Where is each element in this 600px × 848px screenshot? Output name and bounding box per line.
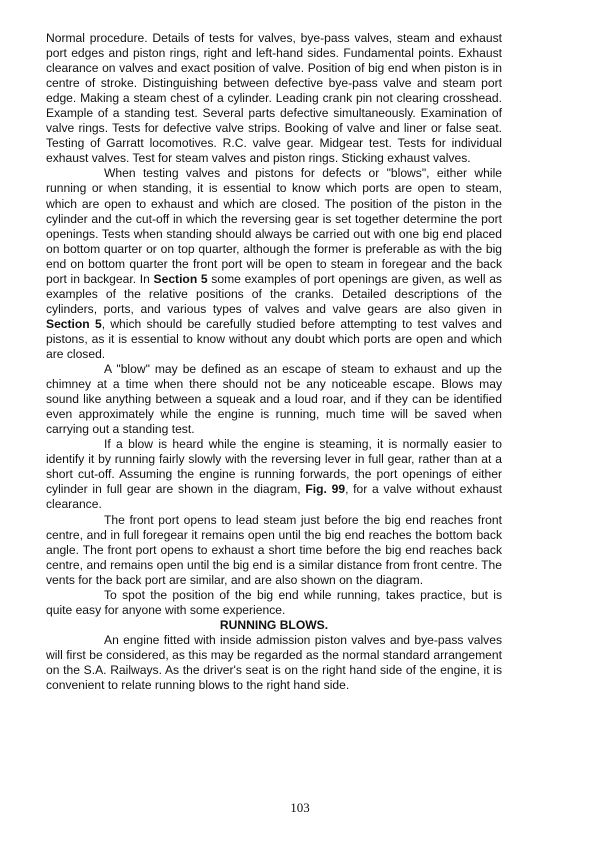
section-reference: Section 5 (46, 316, 102, 331)
figure-reference: Fig. 99 (305, 482, 346, 497)
paragraph-blow-definition: A "blow" may be defined as an escape of steam to exhaust and up the chimney at a time when there should not be any noticeable escape. Blows may sound like anything between a squeak and a loud roar, and if they can be identified even approximately while the engine is running, much time will be saved when carrying out a standing test. (46, 362, 502, 437)
page-number: 103 (290, 800, 310, 815)
paragraph-running-blows: An engine fitted with inside admission piston valves and bye-pass valves will first be considered, as this may be regarded as the normal standard arrangement on the S.A. Railways. As the driver's seat is on the right hand side of the engine, it is convenient to relate running blows to the right hand side. (46, 632, 502, 693)
paragraph-big-end-position: To spot the position of the big end while running, takes practice, but is quite easy for anyone with some experience. (46, 587, 502, 617)
section-reference: Section 5 (153, 271, 208, 286)
paragraph-front-port: The front port opens to lead steam just before the big end reaches front centre, and in full foregear it remains open until the big end reaches the bottom back angle. The front port opens to exhaust a short time before the big end reaches back centre, and remains open until the big end is a similar distance from front centre. The vents for the back port are similar, and are also shown on the diagram. (46, 512, 502, 587)
summary-paragraph: Normal procedure. Details of tests for valves, bye-pass valves, steam and exhaust port edges and piston rings, right and left-hand sides. Fundamental points. Exhaust clearance on valves and exact position of valve. Position of big end when piston is in centre of stroke. Distinguishing between defective bye-pass valve and steam port edge. Making a steam chest of a cylinder. Leading crank pin not clearing crosshead. Example of a standing test. Several parts defective simultaneously. Examination of valve rings. Tests for defective valve strips. Booking of valve and liner or false seat. Testing of Garratt locomotives. R.C. valve gear. Midgear test. Tests for individual exhaust valves. Test for steam valves and piston rings. Sticking exhaust valves. (46, 31, 502, 166)
paragraph-identify-blow: If a blow is heard while the engine is steaming, it is normally easier to identify it by running fairly slowly with the reversing lever in full gear, rather than at a short cut-off. Assuming the engine is running forwards, the port openings of either cylinder in full gear are shown in the diagram, Fig. 99, for a valve without exhaust clearance. (46, 437, 502, 512)
section-heading: RUNNING BLOWS. (219, 617, 329, 632)
page-body (46, 31, 502, 693)
paragraph-testing-valves: When testing valves and pistons for defects or "blows", either while running or when standing, it is essential to know which ports are open to steam, which are open to exhaust and which are closed. The position of the piston in the cylinder and the cut-off in which the reversing gear is set together determine the port openings. Tests when standing should always be carried out with one big end placed on bottom quarter or on top quarter, although the former is preferable as with the big end on bottom quarter the front port will be open to steam in foregear and the back port in backgear. In Section 5 some examples of port openings are given, as well as examples of the relative positions of the cranks. Detailed descriptions of the cylinders, ports, and various types of valves and valve gears are also given in Section 5, which should be carefully studied before attempting to test valves and pistons, as it is essential to know without any doubt which ports are open and which are closed. (46, 166, 502, 361)
